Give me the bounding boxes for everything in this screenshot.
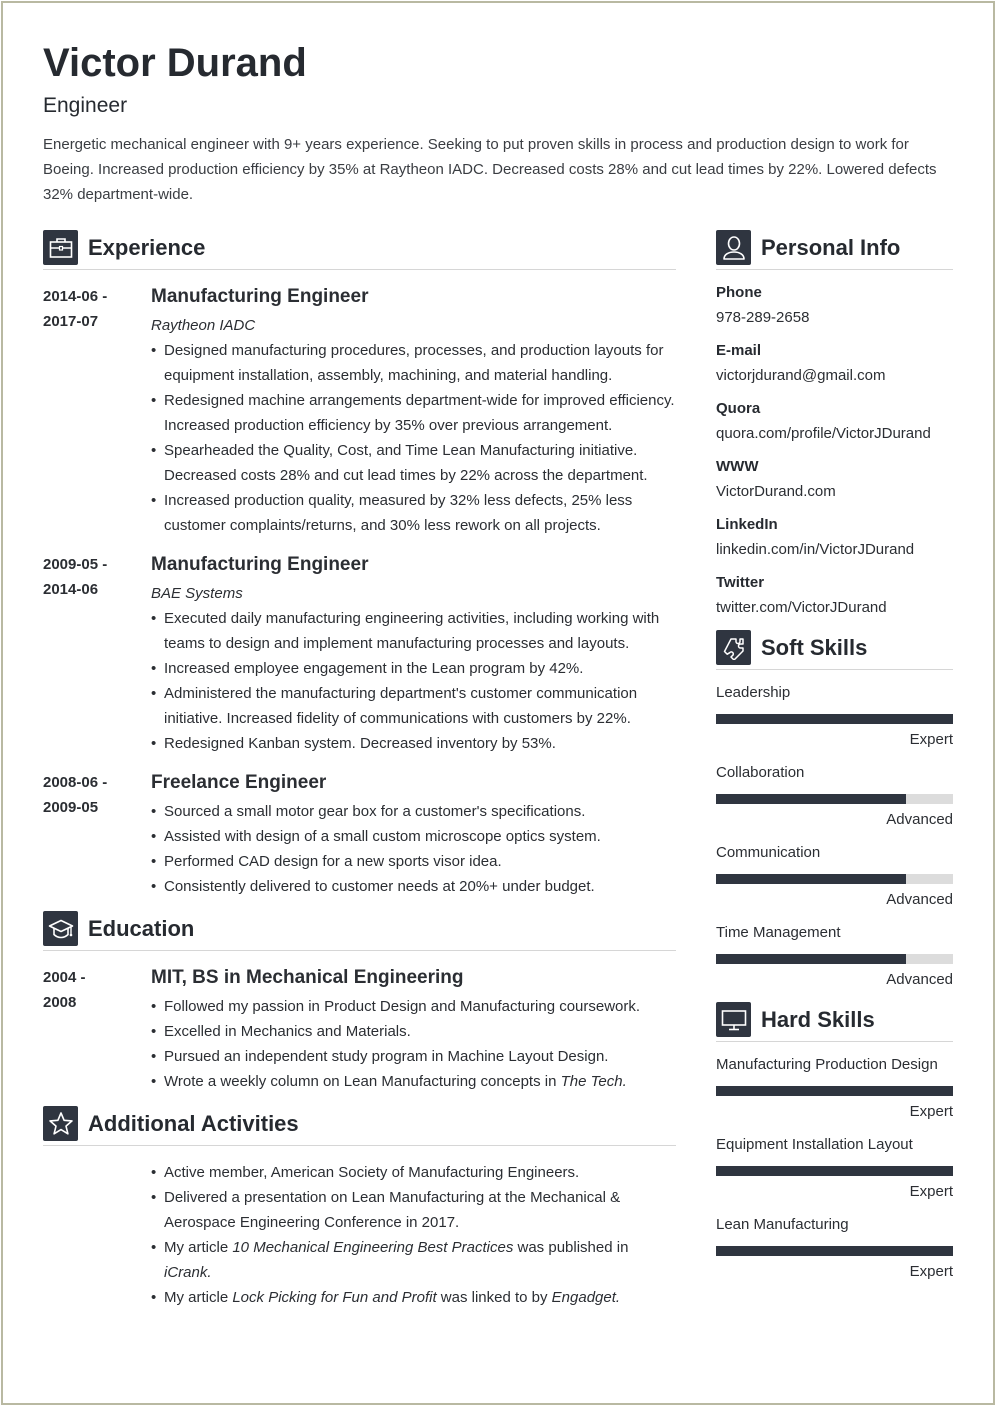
activities-title: Additional Activities — [88, 1110, 299, 1136]
candidate-name: Victor Durand — [43, 41, 307, 85]
education-title: Education — [88, 915, 195, 941]
skill-level: Expert — [909, 731, 953, 748]
email-value: victorjdurand@gmail.com — [716, 367, 886, 384]
skill-bar — [716, 1166, 953, 1176]
briefcase-icon — [43, 230, 78, 265]
resume-page — [43, 38, 953, 1306]
job-title: Manufacturing Engineer — [151, 554, 369, 575]
skill-bar — [716, 794, 953, 804]
list-item: • Increased employee engagement in the Lean program by 42%. — [151, 656, 676, 681]
list-item — [151, 1285, 676, 1310]
skill-fill — [716, 794, 906, 804]
summary-text: Energetic mechanical engineer with 9+ years experience. Seeking to put proven skills in process and production design to work for Boeing. Increased production efficiency by 35% at Raytheon IADC. Decreased costs 28% and cut lead times by 22%. Lowered defects 32% department-wide. — [43, 136, 937, 203]
skill-bar — [716, 954, 953, 964]
quora-value: quora.com/profile/VictorJDurand — [716, 425, 931, 442]
entry-date — [43, 552, 151, 756]
info-label: Phone — [716, 284, 762, 301]
graduation-cap-icon — [43, 911, 78, 946]
bullet-text: Wrote a weekly column on Lean Manufacturing concepts in — [164, 1073, 561, 1090]
list-item: • Redesigned machine arrangements department-wide for improved efficiency. Increased production efficiency by 35% over previous arrangement. — [151, 388, 676, 438]
date-end: 2008 — [43, 994, 77, 1011]
date-start: 2004 - — [43, 969, 86, 986]
skill-name: Time Management — [716, 924, 841, 941]
skill-name: Manufacturing Production Design — [716, 1056, 938, 1073]
skill-item — [716, 763, 953, 830]
hard-skills-title: Hard Skills — [761, 1006, 875, 1032]
entry-date — [43, 965, 151, 1094]
skill-fill — [716, 1086, 953, 1096]
skill-level: Expert — [909, 1263, 953, 1280]
experience-entry — [43, 552, 676, 756]
bullet-text: My article — [164, 1239, 233, 1256]
activities-header — [43, 1106, 676, 1146]
user-icon — [716, 230, 751, 265]
list-item: • Consistently delivered to customer needs at 20%+ under budget. — [151, 874, 676, 899]
soft-skills-title: Soft Skills — [761, 634, 868, 660]
phone-value: 978-289-2658 — [716, 309, 810, 326]
info-label: Twitter — [716, 574, 765, 591]
bullet-text: My article — [164, 1289, 233, 1306]
list-item: • Active member, American Society of Manufacturing Engineers. — [151, 1160, 676, 1185]
side-column — [716, 230, 953, 1282]
education-bullets — [151, 994, 676, 1094]
list-item: • Assisted with design of a small custom microscope optics system. — [151, 824, 676, 849]
skill-bar — [716, 714, 953, 724]
skill-name: Leadership — [716, 684, 791, 701]
twitter-value: twitter.com/VictorJDurand — [716, 599, 887, 616]
skill-name: Lean Manufacturing — [716, 1216, 849, 1233]
company-name: BAE Systems — [151, 585, 243, 602]
date-end: 2009-05 — [43, 799, 99, 816]
linkedin-value: linkedin.com/in/VictorJDurand — [716, 541, 915, 558]
list-item: • Spearheaded the Quality, Cost, and Time Lean Manufacturing initiative. Decreased costs 28% and cut lead times by 22% across the department. — [151, 438, 676, 488]
skill-item — [716, 1215, 953, 1282]
date-start: 2008-06 - — [43, 774, 108, 791]
skill-item — [716, 923, 953, 990]
publication-name: Engadget. — [551, 1289, 621, 1306]
article-title: 10 Mechanical Engineering Best Practices — [232, 1239, 514, 1256]
skill-level: Expert — [909, 1103, 953, 1120]
info-label: WWW — [716, 458, 759, 475]
skill-level: Advanced — [886, 891, 953, 908]
list-item: • Excelled in Mechanics and Materials. — [151, 1019, 676, 1044]
skill-item — [716, 1055, 953, 1122]
date-start: 2009-05 - — [43, 556, 108, 573]
puzzle-icon — [716, 630, 751, 665]
list-item: • Designed manufacturing procedures, processes, and production layouts for equipment installation, assembly, machining, and material handling. — [151, 338, 676, 388]
list-item — [151, 1235, 676, 1285]
list-item: • Followed my passion in Product Design and Manufacturing coursework. — [151, 994, 676, 1019]
skill-item — [716, 1135, 953, 1202]
company-name: Raytheon IADC — [151, 317, 256, 334]
list-item: • Delivered a presentation on Lean Manufacturing at the Mechanical & Aerospace Engineering Conference in 2017. — [151, 1185, 676, 1235]
experience-header — [43, 230, 676, 270]
skill-bar — [716, 1086, 953, 1096]
skill-fill — [716, 714, 953, 724]
entry-date — [43, 770, 151, 899]
list-item: • Performed CAD design for a new sports visor idea. — [151, 849, 676, 874]
article-title: Lock Picking for Fun and Profit — [232, 1289, 437, 1306]
list-item: • Increased production quality, measured by 32% less defects, 25% less customer complaints/returns, and 30% less rework on all projects. — [151, 488, 676, 538]
skill-fill — [716, 874, 906, 884]
list-item: • Sourced a small motor gear box for a customer's specifications. — [151, 799, 676, 824]
personal-info-header — [716, 230, 953, 270]
job-bullets — [151, 799, 676, 899]
skill-name: Communication — [716, 844, 821, 861]
skill-fill — [716, 954, 906, 964]
star-icon — [43, 1106, 78, 1141]
list-item: • Redesigned Kanban system. Decreased inventory by 53%. — [151, 731, 676, 756]
degree-title: MIT, BS in Mechanical Engineering — [151, 967, 464, 988]
entry-date — [43, 1160, 151, 1310]
skill-fill — [716, 1166, 953, 1176]
info-label: Quora — [716, 400, 761, 417]
bullet-text: was published in — [513, 1239, 629, 1256]
skill-fill — [716, 1246, 953, 1256]
skill-name: Equipment Installation Layout — [716, 1136, 913, 1153]
skill-name: Collaboration — [716, 764, 805, 781]
job-bullets — [151, 606, 676, 756]
experience-entry — [43, 284, 676, 538]
skill-level: Advanced — [886, 811, 953, 828]
list-item: • Administered the manufacturing department's customer communication initiative. Increased fidelity of communications with customers by 22%. — [151, 681, 676, 731]
skill-bar — [716, 874, 953, 884]
skill-item — [716, 683, 953, 750]
candidate-role: Engineer — [43, 94, 128, 117]
skill-item — [716, 843, 953, 910]
entry-date — [43, 284, 151, 538]
personal-info-title: Personal Info — [761, 234, 901, 260]
job-title: Manufacturing Engineer — [151, 286, 369, 307]
skill-level: Expert — [909, 1183, 953, 1200]
personal-info-list — [716, 283, 953, 618]
list-item: • Pursued an independent study program in Machine Layout Design. — [151, 1044, 676, 1069]
soft-skills-list — [716, 683, 953, 990]
education-entry — [43, 965, 676, 1094]
experience-entry — [43, 770, 676, 899]
info-label: LinkedIn — [716, 516, 778, 533]
hard-skills-header — [716, 1002, 953, 1042]
date-end: 2017-07 — [43, 313, 99, 330]
publication-name: iCrank. — [164, 1264, 212, 1281]
education-header — [43, 911, 676, 951]
bullet-text: was linked to by — [436, 1289, 552, 1306]
publication-name: The Tech. — [560, 1073, 627, 1090]
date-end: 2014-06 — [43, 581, 99, 598]
skill-level: Advanced — [886, 971, 953, 988]
job-title: Freelance Engineer — [151, 772, 327, 793]
activities-bullets — [151, 1160, 676, 1310]
activities-entry — [43, 1160, 676, 1310]
hard-skills-list — [716, 1055, 953, 1282]
website-value: VictorDurand.com — [716, 483, 836, 500]
skill-bar — [716, 1246, 953, 1256]
date-start: 2014-06 - — [43, 288, 108, 305]
soft-skills-header — [716, 630, 953, 670]
monitor-icon — [716, 1002, 751, 1037]
main-column — [43, 230, 676, 1310]
job-bullets — [151, 338, 676, 538]
list-item: • Executed daily manufacturing engineering activities, including working with teams to design and implement manufacturing processes and layouts. — [151, 606, 676, 656]
info-label: E-mail — [716, 342, 762, 359]
list-item — [151, 1069, 676, 1094]
experience-title: Experience — [88, 234, 206, 260]
